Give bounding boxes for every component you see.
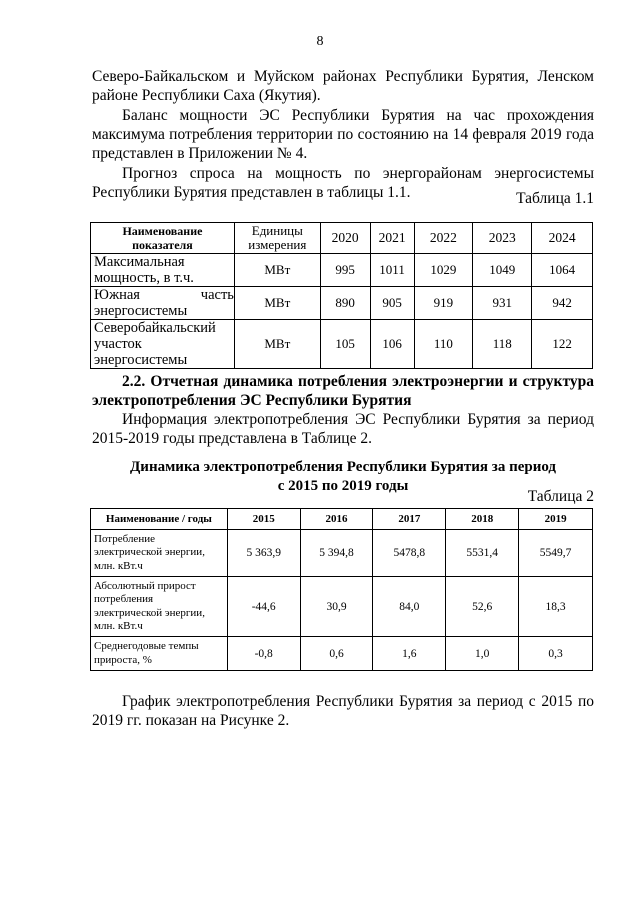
row-name: Южная часть энергосистемы (91, 287, 235, 320)
table-row (91, 320, 593, 369)
cell-value: 84,0 (373, 577, 446, 637)
cell-value: 0,6 (300, 637, 373, 671)
cell-value: 110 (414, 320, 473, 369)
cell-value: 52,6 (446, 577, 519, 637)
table-header-row (91, 509, 593, 530)
table-row (91, 637, 593, 671)
header-name: Наименование показателя (91, 223, 235, 254)
cell-value: -0,8 (227, 637, 300, 671)
paragraph-1 (92, 67, 594, 105)
cell-value: 5549,7 (519, 530, 593, 577)
header-name: Наименование / годы (91, 509, 228, 530)
row-name: Среднегодовые темпы прироста, % (91, 637, 228, 671)
row-name: Северобайкальский участок энергосистемы (91, 320, 235, 369)
consumption-table (90, 508, 593, 671)
cell-value: 1,0 (446, 637, 519, 671)
cell-value: 1011 (370, 254, 414, 287)
header-year: 2015 (227, 509, 300, 530)
cell-value: 919 (414, 287, 473, 320)
paragraph-4 (92, 410, 594, 448)
cell-value: 1064 (532, 254, 593, 287)
table-header-row (91, 223, 593, 254)
cell-value: 30,9 (300, 577, 373, 637)
table-2-label: Таблица 2 (527, 488, 594, 505)
cell-value: 942 (532, 287, 593, 320)
cell-value: 5531,4 (446, 530, 519, 577)
cell-value: 118 (473, 320, 532, 369)
row-unit: МВт (234, 254, 320, 287)
header-year: 2018 (446, 509, 519, 530)
cell-value: 105 (320, 320, 370, 369)
cell-value: 1029 (414, 254, 473, 287)
row-unit: МВт (234, 287, 320, 320)
table-row (91, 287, 593, 320)
cell-value: 106 (370, 320, 414, 369)
header-year: 2024 (532, 223, 593, 254)
cell-value: 5 363,9 (227, 530, 300, 577)
header-year: 2016 (300, 509, 373, 530)
row-name: Максимальная мощность, в т.ч. (91, 254, 235, 287)
cell-value: 890 (320, 287, 370, 320)
row-name: Абсолютный прирост потребления электрической энергии, млн. кВт.ч (91, 577, 228, 637)
table-2-title-line-1: Динамика электропотребления Республики Бурятия за период (129, 459, 557, 475)
header-year: 2023 (473, 223, 532, 254)
header-year: 2020 (320, 223, 370, 254)
paragraph-1-text: Северо-Байкальском и Муйском районах Республики Бурятия, Ленском районе Республики Саха (Якутия). (92, 68, 594, 104)
table-2-title (92, 458, 594, 496)
row-name: Потребление электрической энергии, млн. кВт.ч (91, 530, 228, 577)
table-1-label: Таблица 1.1 (516, 190, 594, 207)
table-2-title-line-2: с 2015 по 2019 годы (277, 478, 409, 494)
paragraph-5 (92, 692, 594, 730)
paragraph-5-text: График электропотребления Республики Бурятия за период с 2015 по 2019 гг. показан на Рисунке 2. (92, 693, 594, 729)
paragraph-2-text: Баланс мощности ЭС Республики Бурятия на час прохождения максимума потребления территории по состоянию на 14 февраля 2019 года представлен в Приложении № 4. (92, 107, 594, 162)
paragraph-2 (92, 106, 594, 163)
table-row (91, 577, 593, 637)
cell-value: 905 (370, 287, 414, 320)
header-year: 2022 (414, 223, 473, 254)
table-row (91, 254, 593, 287)
cell-value: 18,3 (519, 577, 593, 637)
cell-value: 1,6 (373, 637, 446, 671)
cell-value: 5478,8 (373, 530, 446, 577)
cell-value: -44,6 (227, 577, 300, 637)
table-row (91, 530, 593, 577)
forecast-table (90, 222, 593, 369)
cell-value: 1049 (473, 254, 532, 287)
paragraph-4-text: Информация электропотребления ЭС Республики Бурятия за период 2015-2019 годы представлена в Таблице 2. (92, 411, 594, 447)
paragraph-3-text: Прогноз спроса на мощность по энергорайонам энергосистемы Республики Бурятия представлен в таблицы 1.1. (92, 165, 594, 201)
cell-value: 995 (320, 254, 370, 287)
cell-value: 5 394,8 (300, 530, 373, 577)
section-heading (92, 372, 594, 410)
header-unit: Единицы измерения (234, 223, 320, 254)
row-unit: МВт (234, 320, 320, 369)
header-year: 2021 (370, 223, 414, 254)
cell-value: 0,3 (519, 637, 593, 671)
header-year: 2017 (373, 509, 446, 530)
cell-value: 931 (473, 287, 532, 320)
cell-value: 122 (532, 320, 593, 369)
page-number: 8 (316, 34, 324, 49)
section-heading-text: 2.2. Отчетная динамика потребления электроэнергии и структура электропотребления ЭС Республики Бурятия (92, 373, 594, 409)
header-year: 2019 (519, 509, 593, 530)
